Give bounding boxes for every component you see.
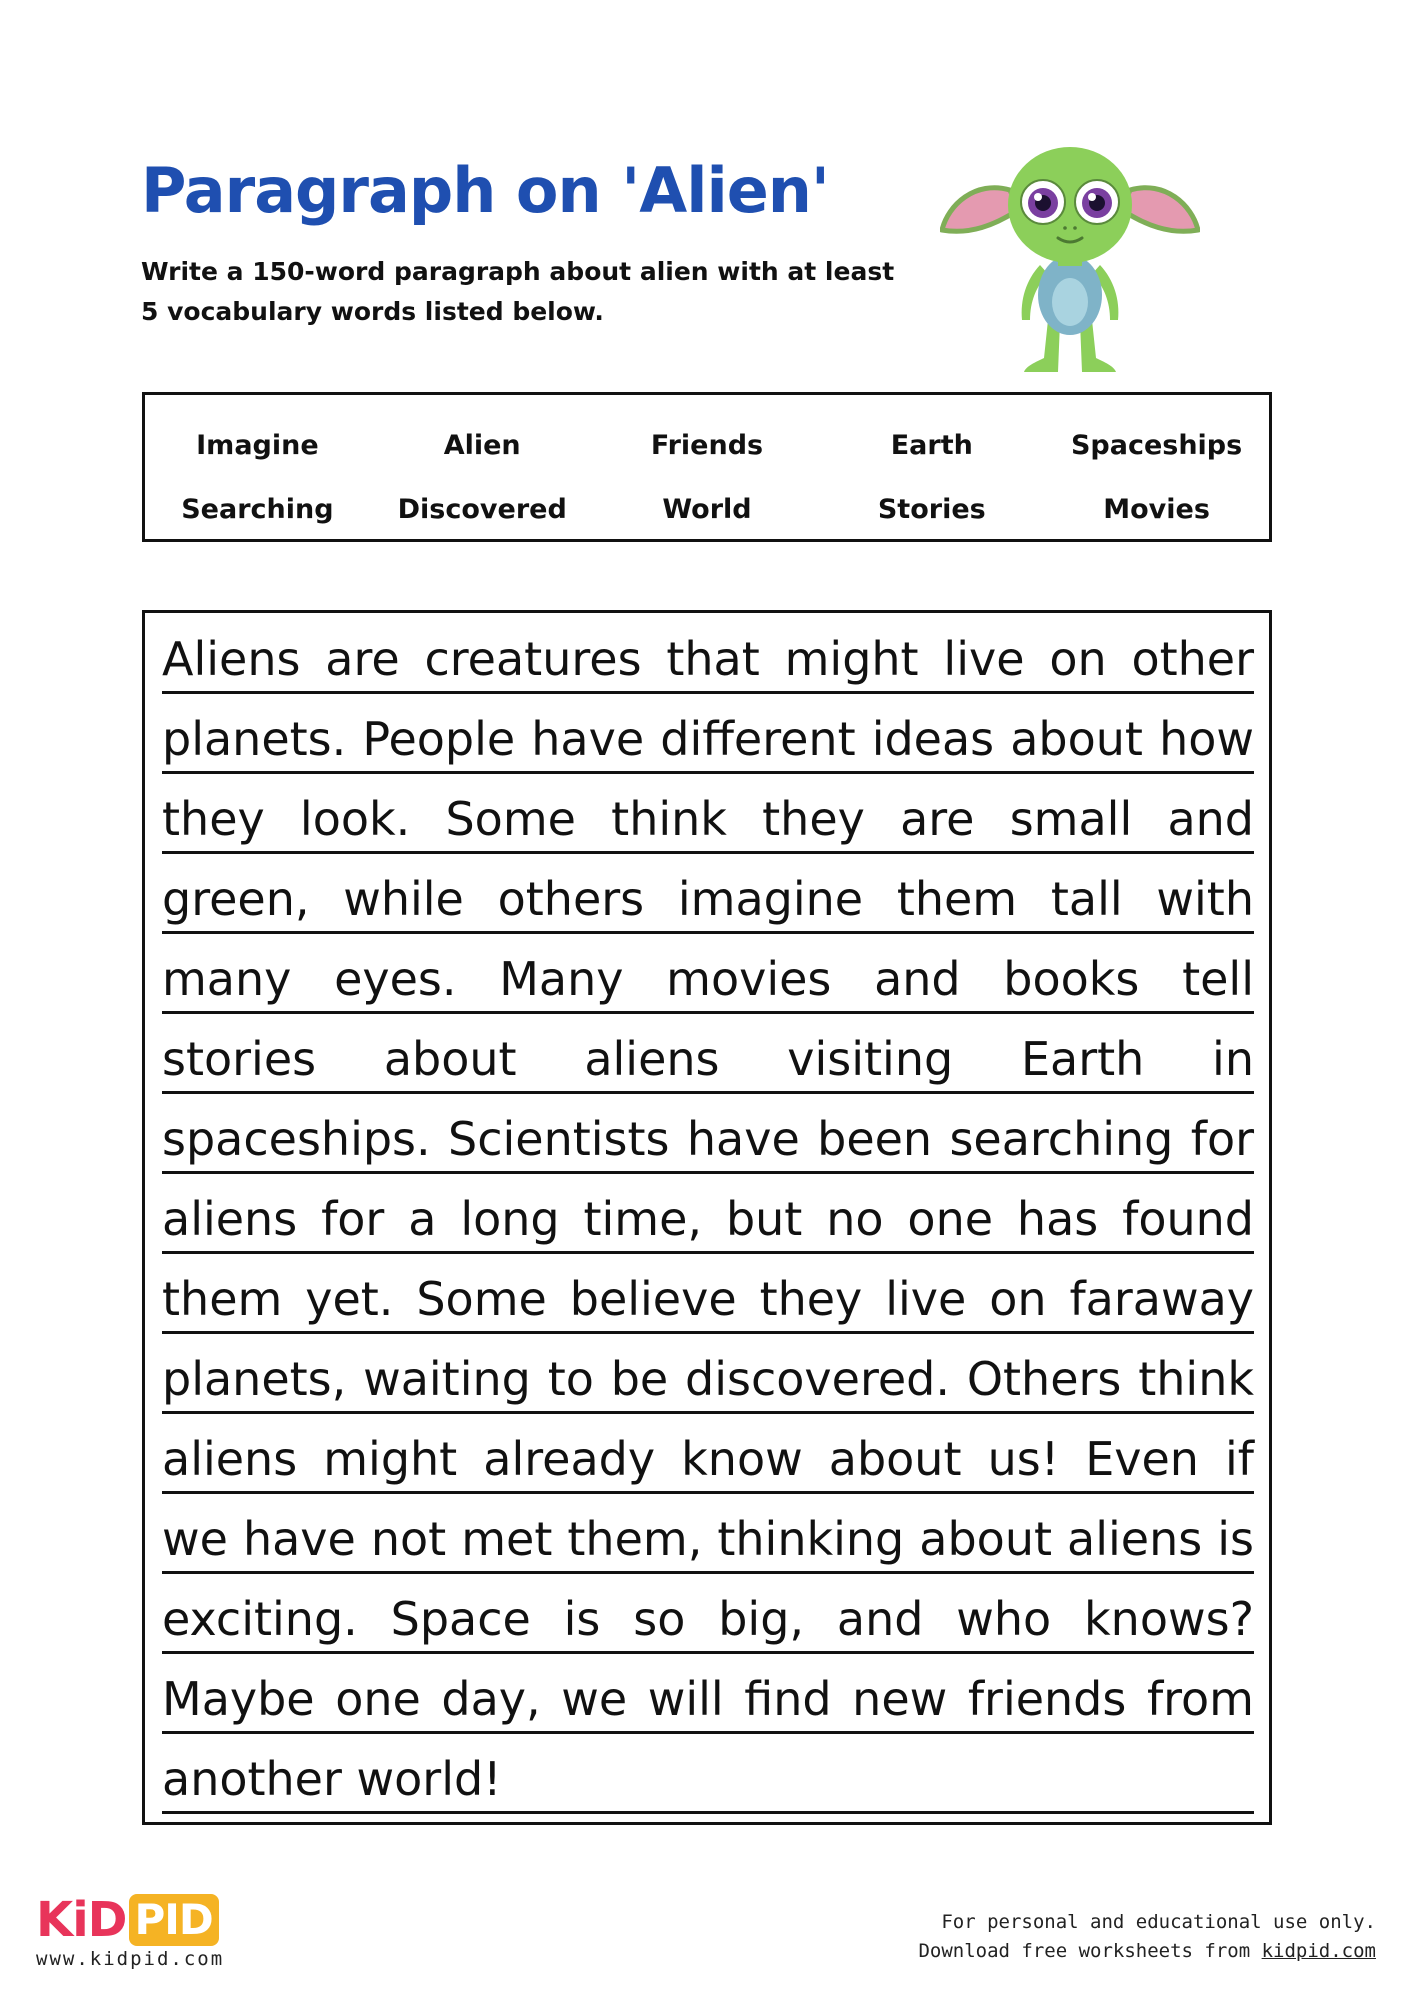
footer-link[interactable]: kidpid.com [1261, 1940, 1376, 1962]
vocab-word: Movies [1103, 493, 1210, 525]
vocab-word: Imagine [196, 429, 319, 461]
alien-right-ear [1122, 188, 1198, 232]
instructions [141, 252, 921, 332]
logo-kid: KiD [36, 1892, 127, 1948]
kidpid-logo [36, 1890, 226, 1970]
instructions-line-2: 5 vocabulary words listed below. [141, 297, 604, 326]
paragraph-box [142, 610, 1272, 1825]
paragraph-text: Aliens are creatures that might live on other planets. People have different ideas about how they look. Some think they are small and green, while others imagine them tall with many eyes. Many movies and books tell stories about aliens visiting Earth in spaceships. Scientists have been searching for aliens for a long time, but no one has found them yet. Some believe they live on faraway planets, waiting to be discovered. Others think aliens might already know about us! Even if we have not met them, thinking about aliens is exciting. Space is so big, and who knows? Maybe one day, we will find new friends from another world! [162, 619, 1254, 1819]
vocab-word: Alien [443, 429, 521, 461]
logo-pid: PID [129, 1894, 219, 1946]
footer-line-2 [918, 1937, 1376, 1966]
footer-note [918, 1908, 1376, 1966]
logo-wordmark [36, 1890, 219, 1950]
vocabulary-grid [145, 413, 1269, 541]
alien-illustration [940, 110, 1200, 380]
vocab-word: World [662, 493, 752, 525]
instructions-line-1: Write a 150-word paragraph about alien with at least [141, 257, 895, 286]
vocab-word: Discovered [397, 493, 567, 525]
vocab-word: Stories [877, 493, 986, 525]
alien-left-ear [942, 188, 1018, 232]
page-title: Paragraph on 'Alien' [141, 154, 829, 227]
logo-url: www.kidpid.com [36, 1948, 225, 1970]
vocab-word: Searching [181, 493, 334, 525]
vocab-word: Earth [890, 429, 973, 461]
footer-line-2-text: Download free worksheets from [918, 1940, 1262, 1962]
vocab-word: Friends [650, 429, 764, 461]
vocab-word: Spaceships [1070, 429, 1243, 461]
footer-line-1: For personal and educational use only. [941, 1911, 1376, 1933]
vocabulary-box [142, 392, 1272, 542]
